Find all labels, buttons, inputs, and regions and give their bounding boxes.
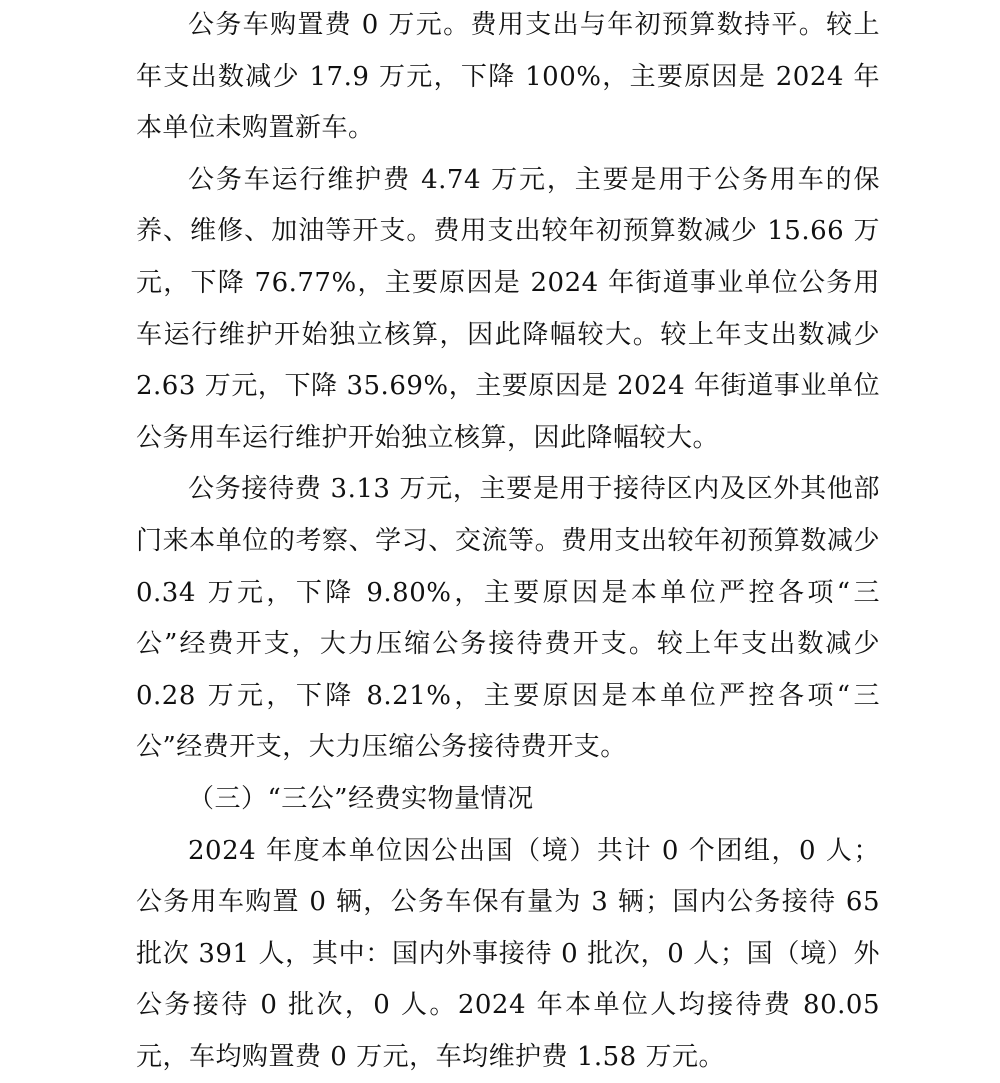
paragraph-vehicle-maintenance: 公务车运行维护费 4.74 万元，主要是用于公务用车的保养、维修、加油等开支。费用支出较年初预算数减少 15.66 万元，下降 76.77%，主要原因是 2024 年街道事业单位公务用车运行维护开始独立核算，因此降幅较大。较上年支出数减少 2.63 万元，下降 35.69%，主要原因是 2024 年街道事业单位公务用车运行维护开始独立核算，因此降幅较大。 — [136, 155, 880, 465]
section-heading: （三）“三公”经费实物量情况 — [136, 774, 880, 826]
paragraph-physical-quantity: 2024 年度本单位因公出国（境）共计 0 个团组，0 人；公务用车购置 0 辆，公务车保有量为 3 辆；国内公务接待 65 批次 391 人，其中：国内外事接待 0 批次，0 人；国（境）外公务接待 0 批次，0 人。2024 年本单位人均接待费 80.05 元，车均购置费 0 万元，车均维护费 1.58 万元。 — [136, 826, 880, 1083]
paragraph-reception-expense: 公务接待费 3.13 万元，主要是用于接待区内及区外其他部门来本单位的考察、学习、交流等。费用支出较年初预算数减少 0.34 万元，下降 9.80%，主要原因是本单位严控各项“三公”经费开支，大力压缩公务接待费开支。较上年支出数减少 0.28 万元，下降 8.21%，主要原因是本单位严控各项“三公”经费开支，大力压缩公务接待费开支。 — [136, 464, 880, 774]
document-page — [136, 0, 880, 1083]
paragraph-vehicle-purchase: 公务车购置费 0 万元。费用支出与年初预算数持平。较上年支出数减少 17.9 万元，下降 100%，主要原因是 2024 年本单位未购置新车。 — [136, 0, 880, 155]
